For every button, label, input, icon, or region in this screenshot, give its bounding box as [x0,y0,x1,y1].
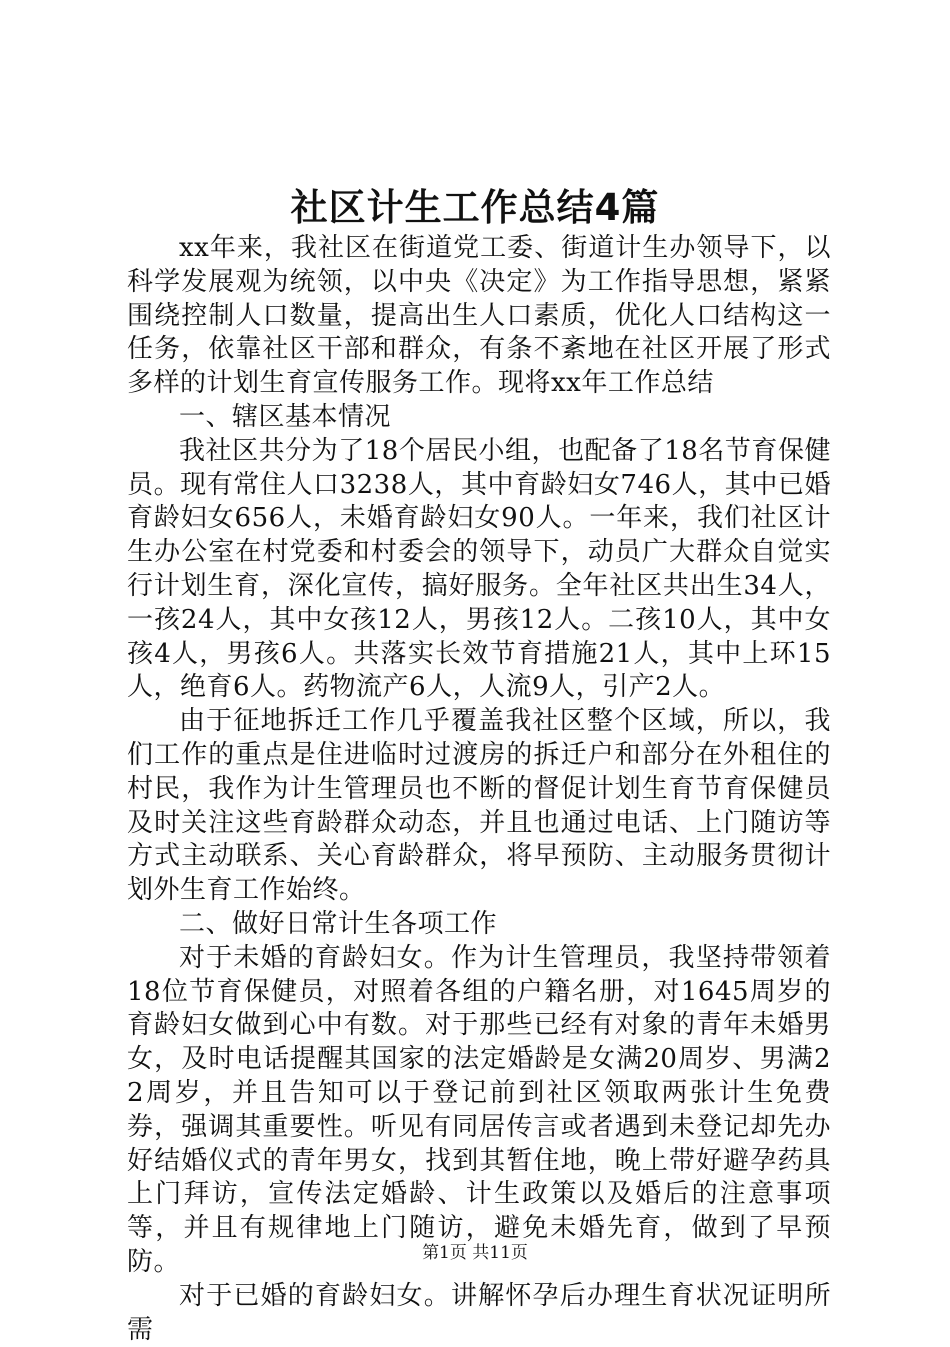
document-title: 社区计生工作总结4篇 [290,186,660,229]
paragraph-relocation: 由于征地拆迁工作几乎覆盖我社区整个区域，所以，我们工作的重点是住进临时过渡房的拆迁户和部分在外租住的村民，我作为计生管理员也不断的督促计划生育节育保健员及时关注这些育龄群众动态，并且也通过电话、上门随访等方式主动联系、关心育龄群众，将早预防、主动服务贯彻计划外生育工作始终。 [127,706,831,906]
section-heading-1: 一、辖区基本情况 [179,401,392,432]
document-body [127,232,831,1347]
paragraph-unmarried: 对于未婚的育龄妇女。作为计生管理员，我坚持带领着18位节育保健员，对照着各组的户籍名册，对1645周岁的育龄妇女做到心中有数。对于那些已经有对象的青年未婚男女，及时电话提醒其国家的法定婚龄是女满20周岁、男满22周岁，并且告知可以于登记前到社区领取两张计生免费券，强调其重要性。听见有同居传言或者遇到未登记却先办好结婚仪式的青年男女，找到其暂住地，晚上带好避孕药具上门拜访，宣传法定婚龄、计生政策以及婚后的注意事项等，并且有规律地上门随访，避免未婚先育，做到了早预防。 [127,942,831,1277]
page-footer: 第1页 共11页 [422,1243,528,1263]
paragraph-married: 对于已婚的育龄妇女。讲解怀孕后办理生育状况证明所需 [127,1280,831,1345]
section-heading-2: 二、做好日常计生各项工作 [179,908,498,939]
paragraph-intro: xx年来，我社区在街道党工委、街道计生办领导下，以科学发展观为统领，以中央《决定》为工作指导思想，紧紧围绕控制人口数量，提高出生人口素质，优化人口结构这一任务，依靠社区干部和群众，有条不紊地在社区开展了形式多样的计划生育宣传服务工作。现将xx年工作总结 [127,233,831,399]
paragraph-basic-info: 我社区共分为了18个居民小组，也配备了18名节育保健员。现有常住人口3238人，其中育龄妇女746人，其中已婚育龄妇女656人，未婚育龄妇女90人。一年来，我们社区计生办公室在村党委和村委会的领导下，动员广大群众自觉实行计划生育，深化宣传，搞好服务。全年社区共出生34人，一孩24人，其中女孩12人，男孩12人。二孩10人，其中女孩4人，男孩6人。共落实长效节育措施21人，其中上环15人，绝育6人。药物流产6人，人流9人，引产2人。 [127,435,831,703]
